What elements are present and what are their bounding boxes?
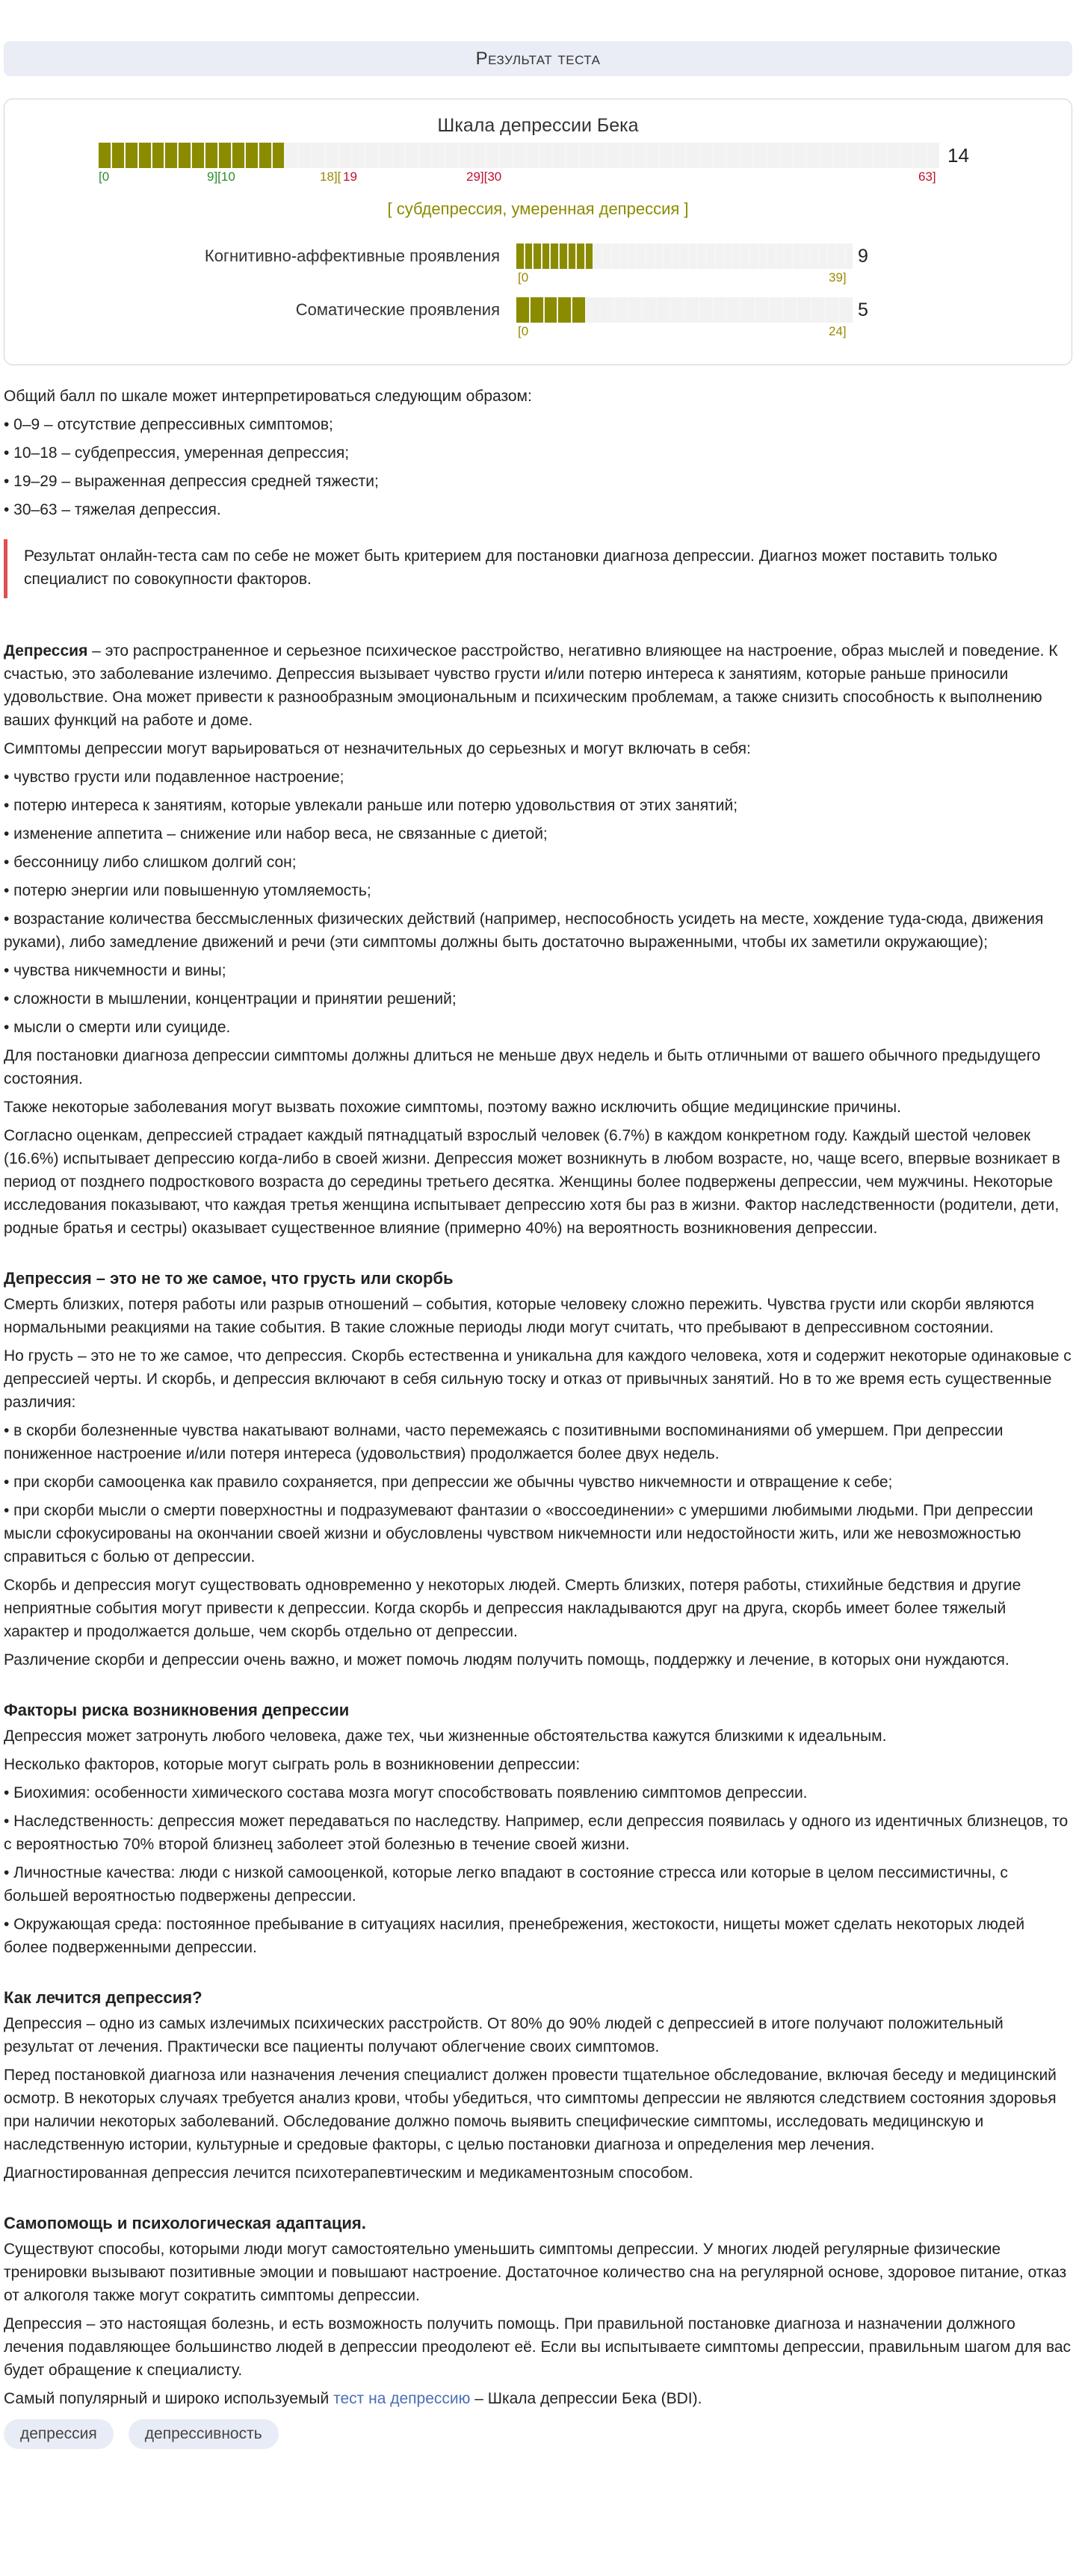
subscale-segment: [664, 243, 671, 269]
paragraph: Депрессия – это настоящая болезнь, и есть возможность получить помощь. При правильной постановке диагноза и назначении должного лечения подавляющее большинство людей в депрессии преодолеют её. Если вы испытываете симптомы депрессии, правильным шагом для вас будет обращение к специалисту.: [4, 2315, 1072, 2379]
symptom-item: • возрастание количества бессмысленных физических действий (например, неспособность усидеть на месте, хождение туда-сюда, движения руками), либо замедление движений и речи (эти симптомы должны быть достаточно выраженными, чтобы их заметили окружающие);: [4, 910, 1044, 951]
subscale-segment: [629, 243, 637, 269]
score-segment: [660, 143, 672, 168]
paragraph: Скорбь и депрессия могут существовать одновременно у некоторых людей. Смерть близких, потеря работы, стихийные бедствия и другие неприятные события могут привести к депрессии. Когда скорбь и депрессия накладываются друг на друга, скорбь имеет более тяжелый характер и продолжается дольше, чем скорбь отдельно от депрессии.: [4, 1577, 1021, 1640]
grief-item: • в скорби болезненные чувства накатывают волнами, часто перемежаясь с позитивными воспоминаниями об умершем. При депрессии пониженное настроение и/или потеря интереса (удовольствия) продолжается более двух недель.: [4, 1422, 1004, 1462]
subscale-segment: [741, 243, 749, 269]
paragraph: Перед постановкой диагноза или назначения лечения специалист должен провести тщательное обследование, включая беседу и медицинский осмотр. В некоторых случаях требуется анализ крови, чтобы убедиться, что симптомы депрессии не являются следствием состояния здоровья при наличии некоторых заболеваний. Обследование должно помочь выявить специфические симптомы, исследовать медицинскую и наследственную истории, культурные и средовые факторы, с целью постановки диагноза и определения мер лечения.: [4, 2067, 1057, 2153]
subscale-segment: [620, 243, 628, 269]
interpretation-item: • 30–63 – тяжелая депрессия.: [4, 501, 221, 518]
subscale-max: 39]: [829, 270, 847, 285]
score-segment: [527, 143, 539, 168]
score-segment: [285, 143, 297, 168]
score-segment: [807, 143, 819, 168]
subscale-segment: [560, 243, 567, 269]
subscale-segment: [558, 297, 571, 323]
subscale-segment: [716, 243, 723, 269]
score-segment: [406, 143, 418, 168]
score-segment: [353, 143, 365, 168]
subscale-segment: [770, 297, 782, 323]
article-intro: [4, 639, 1072, 732]
paragraph: Существуют способы, которыми люди могут самостоятельно уменьшить симптомы депрессии. У многих людей регулярные физические тренировки вызывают позитивные эмоции и повышают настроение. Достаточное количество сна на регулярной основе, здоровое питание, отказ от алкоголя также могут сократить симптомы депрессии.: [4, 2241, 1067, 2304]
score-segment: [433, 143, 445, 168]
score-segment: [607, 143, 619, 168]
paragraph: Различение скорби и депрессии очень важно, и может помочь людям получить помощь, поддержку и лечение, в которых они нуждаются.: [4, 1651, 1009, 1669]
subscale-segment: [629, 297, 642, 323]
symptom-item: • чувства никчемности и вины;: [4, 962, 226, 979]
subscale-segment: [594, 243, 602, 269]
subscale-label: Когнитивно-аффективные проявления: [204, 246, 500, 265]
score-segment: [620, 143, 632, 168]
score-segment: [754, 143, 766, 168]
subscale-segment: [794, 243, 801, 269]
grief-item: • при скорби самооценка как правило сохраняется, при депрессии же обычны чувство никчемности и отвращение к себе;: [4, 1474, 893, 1491]
score-segment: [486, 143, 498, 168]
subscale-segment: [826, 297, 838, 323]
score-segment: [446, 143, 458, 168]
score-segment: [700, 143, 712, 168]
subscale-segment: [615, 297, 628, 323]
subscale-segment: [707, 243, 714, 269]
subscale-min: [0: [518, 324, 529, 338]
range-label: [ субдепрессия, умеренная депрессия ]: [387, 199, 689, 218]
paragraph: Депрессия может затронуть любого человека, даже тех, чьи жизненные обстоятельства кажутся близкими к идеальным.: [4, 1728, 887, 1745]
subscale-segment: [655, 243, 663, 269]
score-segment: [888, 143, 900, 168]
subscale-segment: [525, 243, 533, 269]
symptom-item: • потерю энергии или повышенную утомляемость;: [4, 882, 371, 899]
score-segment: [566, 143, 578, 168]
subscale-segment: [699, 297, 712, 323]
subscale-segment: [784, 297, 797, 323]
subscale-segment: [637, 243, 645, 269]
symptom-item: • потерю интереса к занятиям, которые увлекали раньше или потерю удовольствия от этих занятий;: [4, 797, 738, 814]
score-segment: [580, 143, 592, 168]
interpretation-item: • 19–29 – выраженная депрессия средней тяжести;: [4, 473, 379, 490]
subscale-segment: [643, 297, 655, 323]
score-segment: [900, 143, 912, 168]
closing-paragraph: [4, 2387, 1072, 2410]
subscale-label: Соматические проявления: [295, 300, 500, 319]
score-segment: [513, 143, 525, 168]
score-segment: [126, 143, 137, 168]
subscale-segment: [828, 243, 835, 269]
score-segment: [473, 143, 485, 168]
interpretation-item: • 0–9 – отсутствие депрессивных симптомов;: [4, 416, 333, 433]
symptom-item: • сложности в мышлении, концентрации и принятии решений;: [4, 990, 457, 1008]
subscale-segment: [646, 243, 654, 269]
risk-item: • Биохимия: особенности химического состава мозга могут способствовать появлению симптомов депрессии.: [4, 1784, 808, 1801]
subscale-segment: [612, 243, 619, 269]
subscale-segment: [671, 297, 684, 323]
grief-item: • при скорби мысли о смерти поверхностны и подразумевают фантазии о «воссоединении» с умершими любимыми людьми. При депрессии мысли сфокусированы на окончании своей жизни и обусловлены чувством никчемности или недостойности жить, или же невозможностью справиться с болью от депрессии.: [4, 1502, 1033, 1565]
intro-text: – это распространенное и серьезное психическое расстройство, негативно влияющее на настроение, образ мыслей и поведение. К счастью, это заболевание излечимо. Депрессия вызывает чувство грусти и/или потерю интереса к занятиям, которые раньше приносили удовольствие. Она может привести к разнообразным эмоциональным и психическим проблемам, а также снизить способность к выполнению ваших функций на работе и доме.: [4, 642, 1058, 729]
warning-note: Результат онлайн-теста сам по себе не может быть критерием для постановки диагноза депрессии. Диагноз может поставить только специалист по совокупности факторов.: [4, 539, 1072, 598]
paragraph: Депрессия – одно из самых излечимых психических расстройств. От 80% до 90% людей с депрессией в итоге получают положительный результат от лечения. Практически все пациенты получают облегчение своих симптомов.: [4, 2015, 1004, 2055]
symptoms-intro: Симптомы депрессии могут варьироваться от незначительных до серьезных и могут включать в себя:: [4, 740, 751, 757]
subscale-segment: [534, 243, 541, 269]
subscale-segment: [755, 297, 768, 323]
subscale-segment: [586, 243, 593, 269]
score-segment: [152, 143, 164, 168]
subscale-segment: [516, 297, 529, 323]
subscale-segment: [542, 243, 550, 269]
scale-title: Шкала депрессии Бека: [437, 115, 639, 136]
subscale-somatic: [4, 297, 1072, 342]
score-segment: [179, 143, 191, 168]
symptom-item: • изменение аппетита – снижение или набор веса, не связанные с диетой;: [4, 825, 548, 842]
subscale-segment: [846, 243, 853, 269]
heading-risk: Факторы риска возникновения депрессии: [4, 1701, 350, 1719]
subscale-segment: [803, 243, 810, 269]
interpretation-intro: Общий балл по шкале может интерпретироваться следующим образом:: [4, 388, 532, 405]
main-score-bar: [99, 143, 969, 184]
score-segment: [259, 143, 271, 168]
paragraph: Смерть близких, потеря работы или разрыв отношений – события, которые человеку сложно пережить. Чувства грусти или скорби являются нормальными реакциями на такие события. В такие сложные периоды люди могут считать, что пребывают в депрессивном состоянии.: [4, 1296, 1035, 1336]
score-segment: [874, 143, 886, 168]
risk-item: • Окружающая среда: постоянное пребывание в ситуациях насилия, пренебрежения, жестокости, нищеты может сделать некоторых людей более подверженными депрессии.: [4, 1916, 1025, 1956]
article: [4, 639, 1072, 2449]
score-segment: [727, 143, 739, 168]
subscale-segment: [776, 243, 784, 269]
subscale-segment: [685, 297, 698, 323]
interpretation-item: • 10–18 – субдепрессия, умеренная депрессия;: [4, 444, 350, 462]
tag-depressiveness[interactable]: депрессивность: [129, 2419, 279, 2449]
subscale-segment: [798, 297, 811, 323]
score-segment: [539, 143, 551, 168]
subscale-segment: [820, 243, 827, 269]
score-segment: [714, 143, 726, 168]
score-segment: [780, 143, 792, 168]
subscale-segment: [601, 297, 613, 323]
score-segment: [273, 143, 285, 168]
paragraph: Диагностированная депрессия лечится психотерапевтическим и медикаментозным способом.: [4, 2164, 693, 2182]
score-segment: [500, 143, 512, 168]
subscale-segment: [657, 297, 670, 323]
score-segment: [593, 143, 605, 168]
score-segment: [246, 143, 258, 168]
subscale-segment: [727, 297, 740, 323]
score-segment: [673, 143, 685, 168]
subscale-score: 5: [858, 300, 868, 320]
score-segment: [299, 143, 311, 168]
subscale-segment: [551, 243, 558, 269]
paragraph: Для постановки диагноза депрессии симптомы должны длиться не меньше двух недель и быть отличными от вашего обычного предыдущего состояния.: [4, 1047, 1041, 1087]
subscale-score: 9: [858, 246, 868, 267]
score-segment: [419, 143, 431, 168]
subscale-segment: [545, 297, 557, 323]
tick-19: 19: [343, 170, 357, 184]
score-segment: [740, 143, 752, 168]
subscale-segment: [572, 297, 585, 323]
score-segment: [834, 143, 846, 168]
score-segment: [192, 143, 204, 168]
score-segment: [847, 143, 859, 168]
score-segment: [634, 143, 646, 168]
tick-29-30: 29][30: [466, 170, 502, 184]
score-segment: [687, 143, 699, 168]
subscale-segment: [516, 243, 524, 269]
score-segment: [460, 143, 471, 168]
paragraph: Также некоторые заболевания могут вызвать похожие симптомы, поэтому важно исключить общие медицинские причины.: [4, 1099, 901, 1116]
subscale-segment: [587, 297, 599, 323]
main-bar-track: [99, 143, 939, 168]
depression-test-link[interactable]: тест на депрессию: [333, 2390, 471, 2407]
subscale-segment: [724, 243, 732, 269]
score-segment: [99, 143, 111, 168]
tick-63: 63]: [918, 170, 936, 184]
interpretation: [4, 385, 1072, 598]
subscale-min: [0: [518, 270, 529, 285]
risk-item: • Наследственность: депрессия может передаваться по наследству. Например, если депрессия появилась у одного из идентичных близнецов, то с вероятностью 70% второй близнец заболеет этой болезнью в течение своей жизни.: [4, 1813, 1069, 1853]
page-title: Результат теста: [4, 41, 1072, 76]
score-segment: [647, 143, 659, 168]
score-segment: [380, 143, 392, 168]
subscale-segment: [681, 243, 688, 269]
intro-term: Депрессия: [4, 642, 88, 659]
paragraph: Несколько факторов, которые могут сыграть роль в возникновении депрессии:: [4, 1756, 581, 1773]
paragraph: Но грусть – это не то же самое, что депрессия. Скорбь естественна и уникальна для каждого человека, хотя и содержит некоторые одинаковые с депрессией черты. И скорбь, и депрессия включают в себя сильную тоску и отказ от привычных занятий. Но в то же время есть существенные различия:: [4, 1347, 1072, 1411]
score-segment: [219, 143, 231, 168]
score-segment: [914, 143, 926, 168]
heading-treatment: Как лечится депрессия?: [4, 1988, 202, 2007]
subscale-max: 24]: [829, 324, 847, 338]
subscale-segment: [690, 243, 697, 269]
score-segment: [820, 143, 832, 168]
subscale-segment: [531, 297, 543, 323]
subscale-segment: [714, 297, 726, 323]
result-card: [4, 99, 1072, 365]
subscale-segment: [767, 243, 775, 269]
score-segment: [861, 143, 873, 168]
tick-18: 18][: [320, 170, 341, 184]
score-segment: [366, 143, 378, 168]
heading-selfhelp: Самопомощь и психологическая адаптация.: [4, 2214, 366, 2232]
closing-pre: Самый популярный и широко используемый: [4, 2390, 334, 2407]
symptom-item: • чувство грусти или подавленное настроение;: [4, 769, 344, 786]
subscale-segment: [811, 297, 824, 323]
score-segment: [927, 143, 939, 168]
subscale-segment: [698, 243, 705, 269]
risk-item: • Личностные качества: люди с низкой самооценкой, которые легко впадают в состояние стресса или которые в целом пессимистичны, с большей вероятностью подвержены депрессии.: [4, 1864, 1008, 1905]
subscale-segment: [750, 243, 758, 269]
paragraph: Согласно оценкам, депрессией страдает каждый пятнадцатый взрослый человек (6.7%) в каждом конкретном году. Каждый шестой человек (16.6%) испытывает депрессию когда-либо в своей жизни. Депрессия может возникнуть в любом возрасте, но, чаще всего, впервые возникает в период от позднего подросткового возраста до середины третьего десятка. Женщины более подвержены депрессии, чем мужчины. Некоторые исследования показывают, что каждая третья женщина испытывает депрессию хотя бы раз в жизни. Фактор наследственности (родители, дети, родные братья и сестры) оказывает существенное влияние (примерно 40%) на вероятность возникновения депрессии.: [4, 1127, 1060, 1237]
score-segment: [312, 143, 324, 168]
score-segment: [553, 143, 565, 168]
score-segment: [232, 143, 244, 168]
score-segment: [393, 143, 405, 168]
tick-9-10: 9][10: [207, 170, 235, 184]
tick-0: [0: [99, 170, 110, 184]
score-segment: [165, 143, 177, 168]
subscale-segment: [811, 243, 818, 269]
score-segment: [205, 143, 217, 168]
closing-post: – Шкала депрессии Бека (BDI).: [470, 2390, 702, 2407]
score-segment: [326, 143, 338, 168]
score-segment: [794, 143, 806, 168]
score-segment: [112, 143, 124, 168]
subscale-segment: [672, 243, 680, 269]
total-score: 14: [947, 144, 969, 167]
subscale-cognitive: [4, 243, 1072, 288]
subscale-segment: [569, 243, 576, 269]
heading-grief: Депрессия – это не то же самое, что грусть или скорбь: [4, 1269, 454, 1288]
symptom-item: • мысли о смерти или суициде.: [4, 1019, 231, 1036]
subscale-segment: [785, 243, 792, 269]
score-segment: [767, 143, 779, 168]
subscale-segment: [840, 297, 853, 323]
tag-list: [4, 2419, 1072, 2449]
subscale-segment: [837, 243, 844, 269]
subscale-segment: [733, 243, 740, 269]
score-segment: [139, 143, 151, 168]
subscale-segment: [741, 297, 754, 323]
score-segment: [339, 143, 351, 168]
tag-depression[interactable]: депрессия: [4, 2419, 114, 2449]
subscale-segment: [759, 243, 767, 269]
subscale-bar: [516, 243, 853, 269]
subscale-segment: [577, 243, 584, 269]
subscale-segment: [603, 243, 610, 269]
subscale-bar: [516, 297, 853, 323]
symptom-item: • бессонницу либо слишком долгий сон;: [4, 854, 297, 871]
